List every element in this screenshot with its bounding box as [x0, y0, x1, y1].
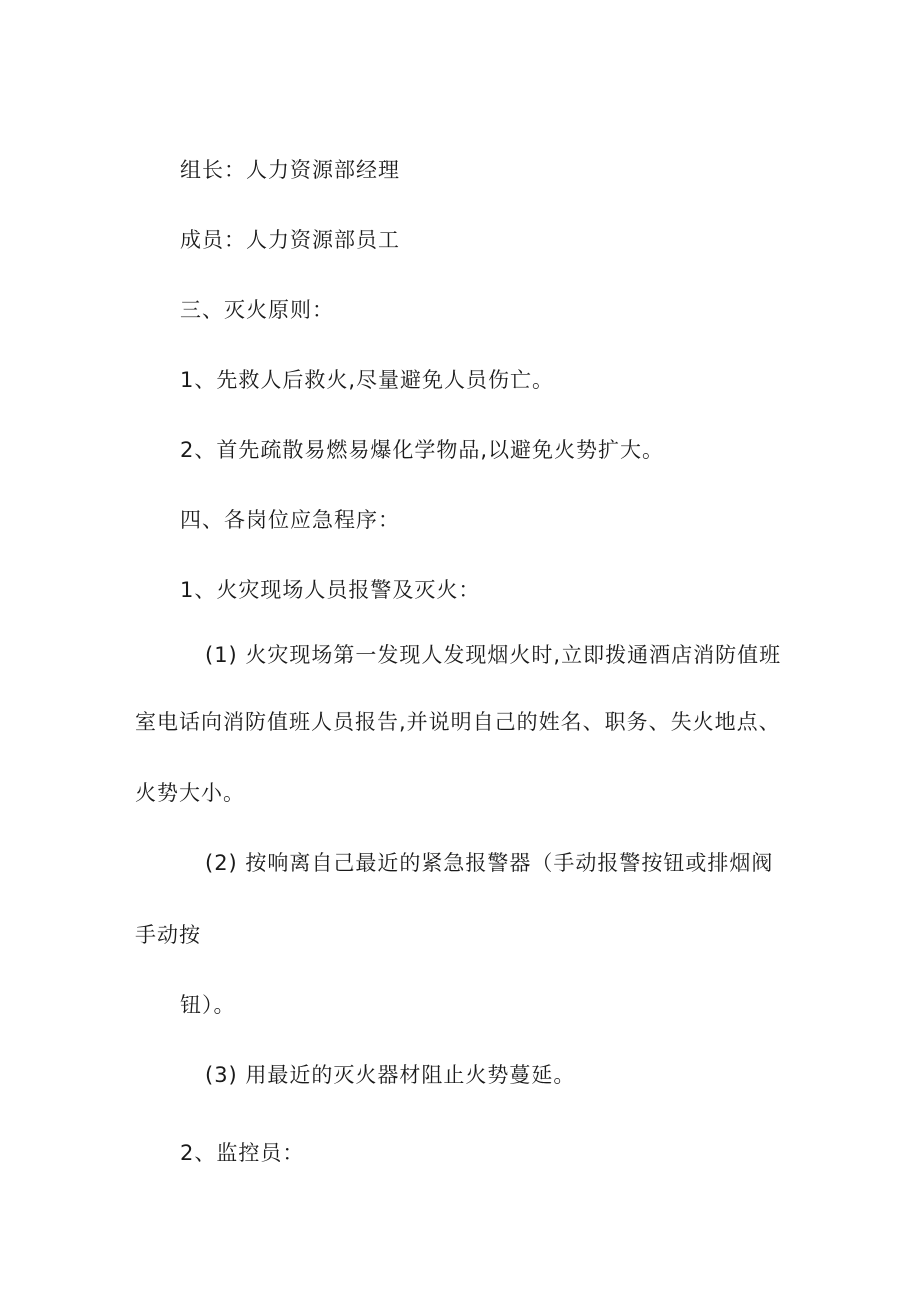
step-2-line-2: 手动按: [135, 923, 201, 947]
subheading-monitor: 2、监控员：: [180, 1141, 305, 1165]
principle-2: 2、首先疏散易燃易爆化学物品,以避免火势扩大。: [180, 438, 665, 462]
step-1-line-3: 火势大小。: [135, 781, 245, 805]
section-heading-principles: 三、灭火原则：: [180, 298, 334, 322]
members-line: 成员：人力资源部员工: [180, 228, 400, 252]
step-1-line-2: 室电话向消防值班人员报告,并说明自己的姓名、职务、失火地点、: [135, 710, 781, 734]
section-heading-procedures: 四、各岗位应急程序：: [180, 508, 400, 532]
leader-line: 组长：人力资源部经理: [180, 158, 400, 182]
step-2-line-3: 钮）。: [180, 993, 236, 1017]
step-2-line-1: (2) 按响离自己最近的紧急报警器（手动报警按钮或排烟阀: [205, 851, 774, 875]
subheading-fire-scene: 1、火灾现场人员报警及灭火：: [180, 578, 481, 602]
step-3-line: (3) 用最近的灭火器材阻止火势蔓延。: [205, 1063, 576, 1087]
step-1-line-1: (1) 火灾现场第一发现人发现烟火时,立即拨通酒店消防值班: [205, 643, 782, 667]
principle-1: 1、先救人后救火,尽量避免人员伤亡。: [180, 368, 555, 392]
